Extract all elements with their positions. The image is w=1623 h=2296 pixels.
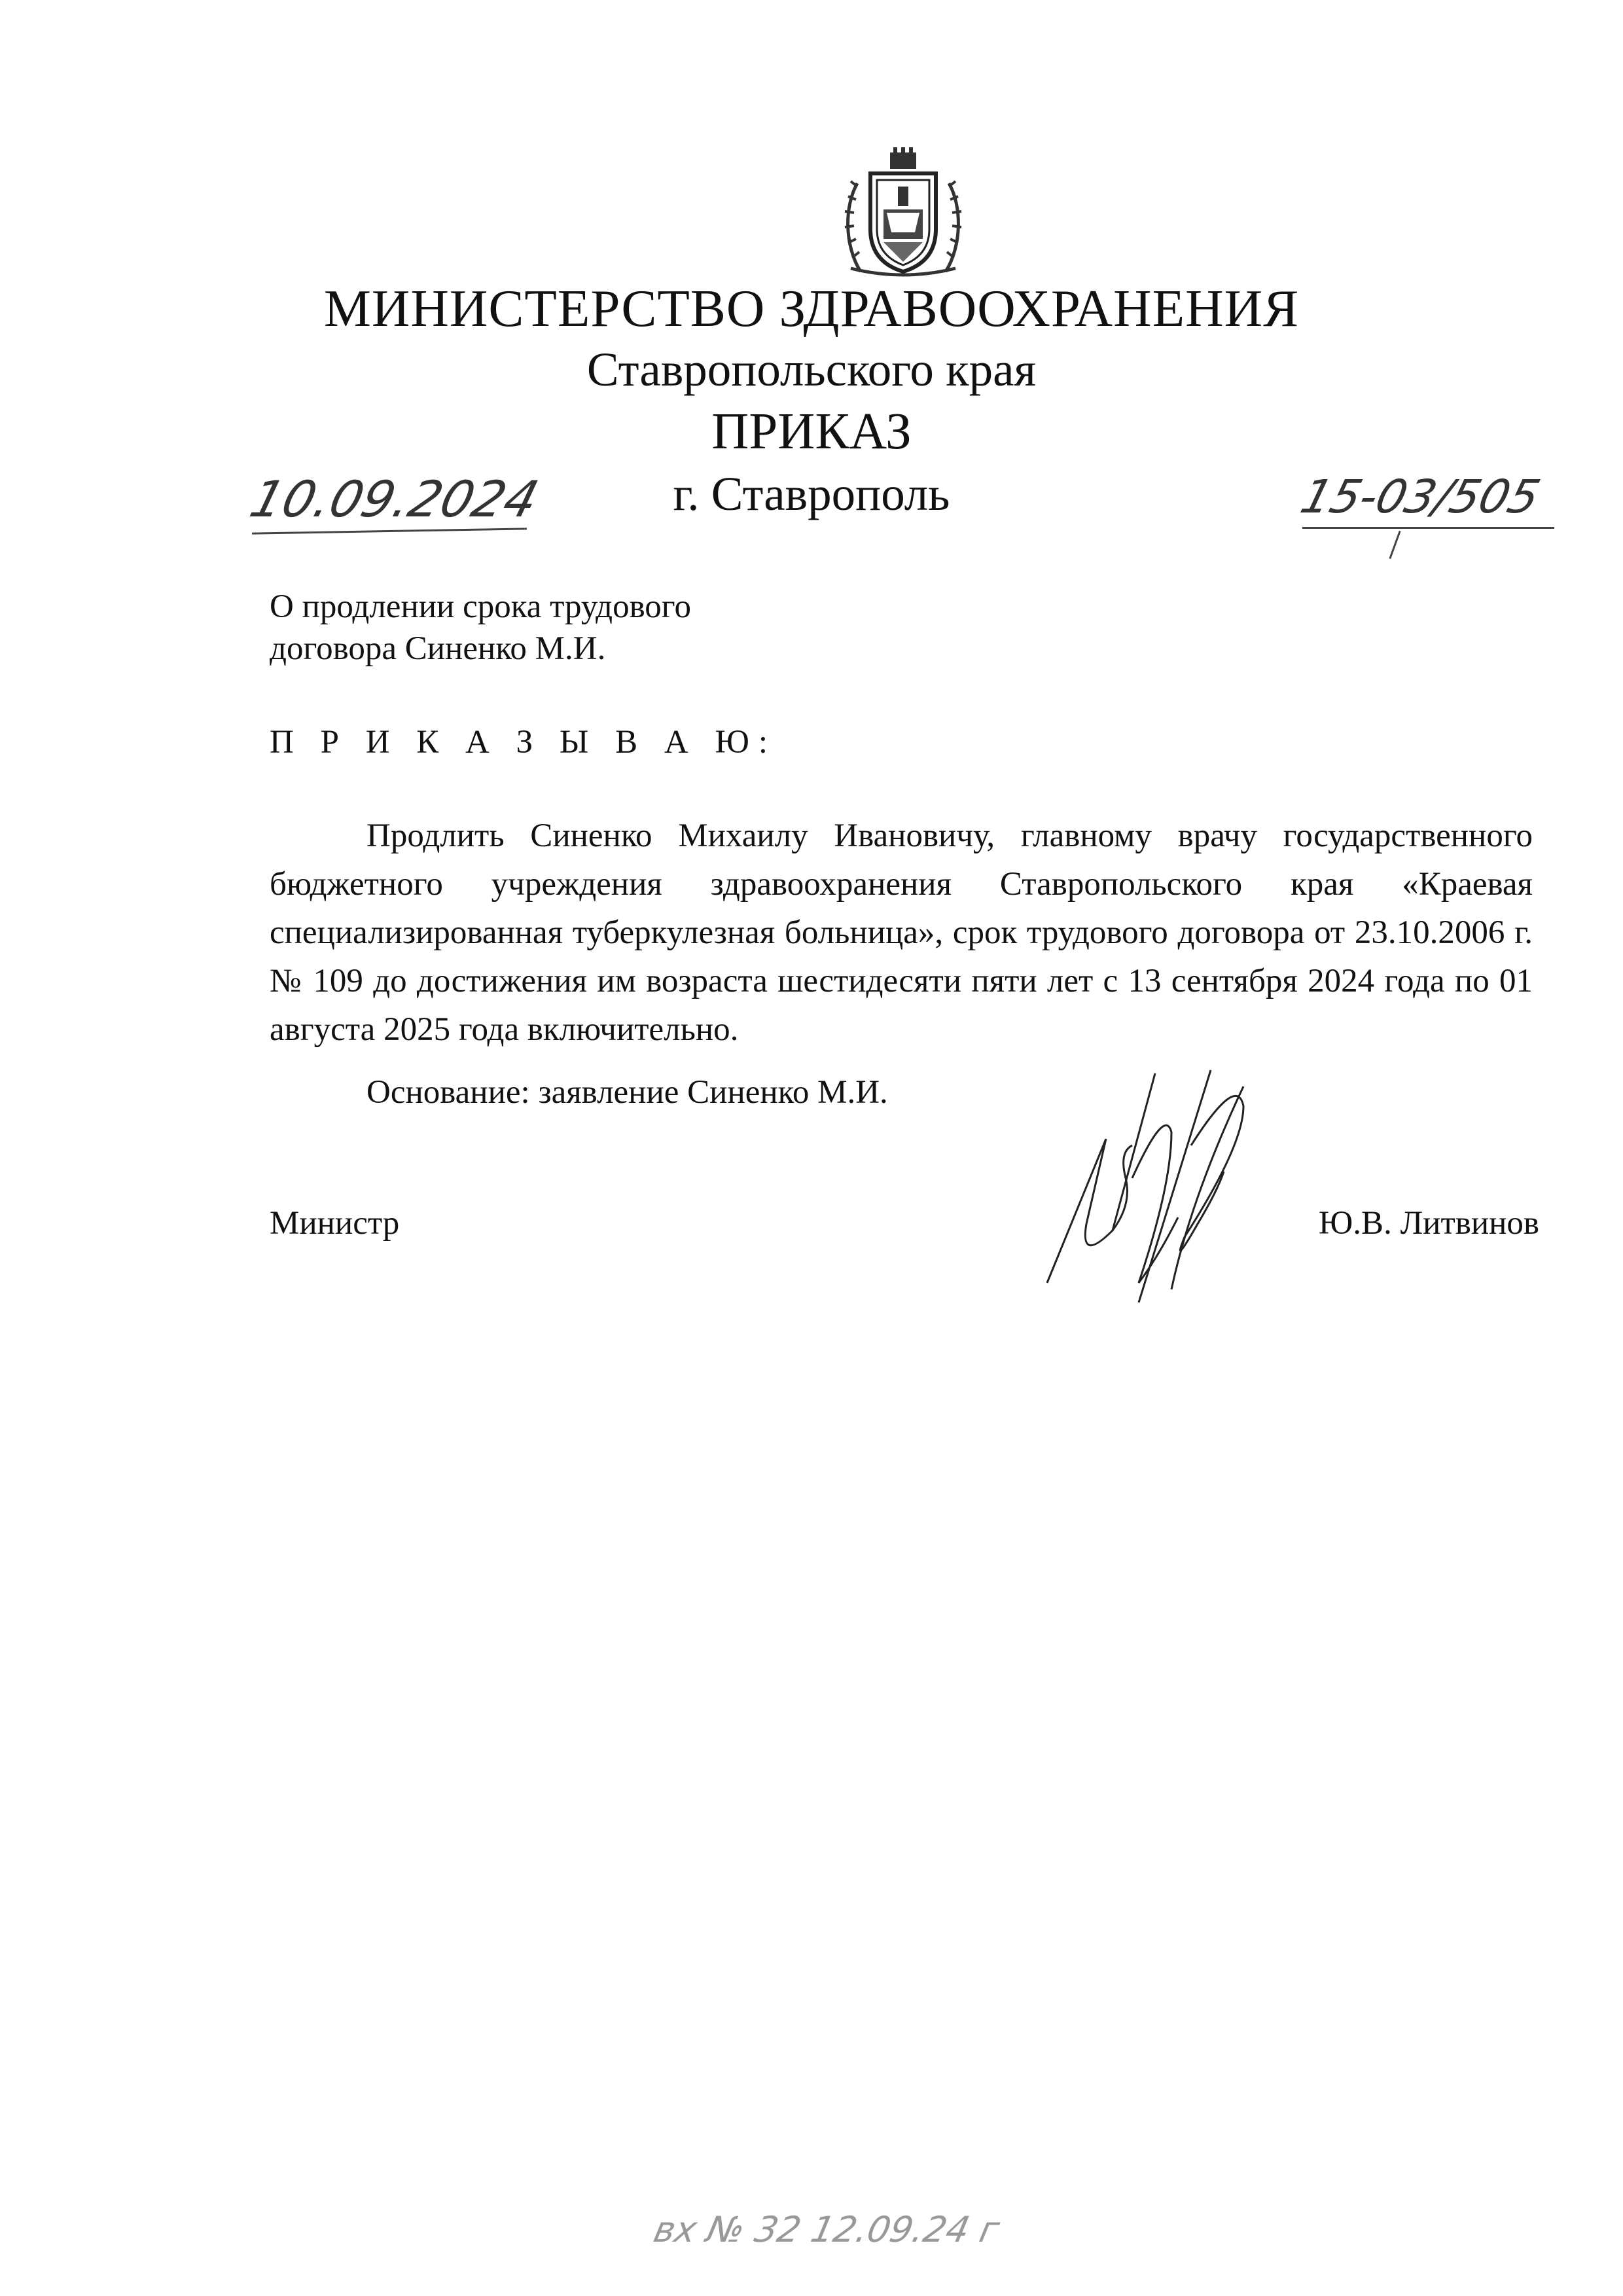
number-underline-tick [1389, 531, 1400, 559]
handwritten-date: 10.09.2024 [244, 470, 545, 528]
order-subject [270, 586, 691, 670]
signer-name: Ю.В. Литвинов [1318, 1205, 1539, 1242]
handwritten-order-number: 15-03/505 [1295, 470, 1546, 524]
handwritten-registration-note: вх № 32 12.09.24 г [650, 2209, 1003, 2250]
number-underline [1302, 527, 1554, 529]
city-name: г. Ставрополь [673, 467, 950, 520]
document-type: ПРИКАЗ [711, 403, 912, 460]
order-subject-line-2: договора Синенко М.И. [270, 630, 606, 667]
order-body-paragraph: Продлить Синенко Михаилу Ивановичу, главному врачу государственного бюджетного учреждения здравоохранения Ставропольского края «Краевая специализированная туберкулезная больница», срок трудового договора от 23.10.2006 г. № 109 до достижения им возраста шестидесяти пяти лет с 13 сентября 2024 года по 01 августа 2025 года включительно. [270, 817, 1533, 1048]
order-subject-line-1: О продлении срока трудового [270, 588, 691, 625]
signer-position: Министр [270, 1205, 400, 1242]
handwritten-signature [1041, 1067, 1296, 1316]
region-title: Ставропольского края [586, 343, 1037, 396]
coat-of-arms-icon [838, 147, 969, 278]
ministry-title: МИНИСТЕРСТВО ЗДРАВООХРАНЕНИЯ [323, 279, 1300, 338]
order-directive: П Р И К А З Ы В А Ю: [270, 724, 777, 761]
order-basis: Основание: заявление Синенко М.И. [366, 1074, 888, 1111]
date-underline [252, 528, 527, 534]
